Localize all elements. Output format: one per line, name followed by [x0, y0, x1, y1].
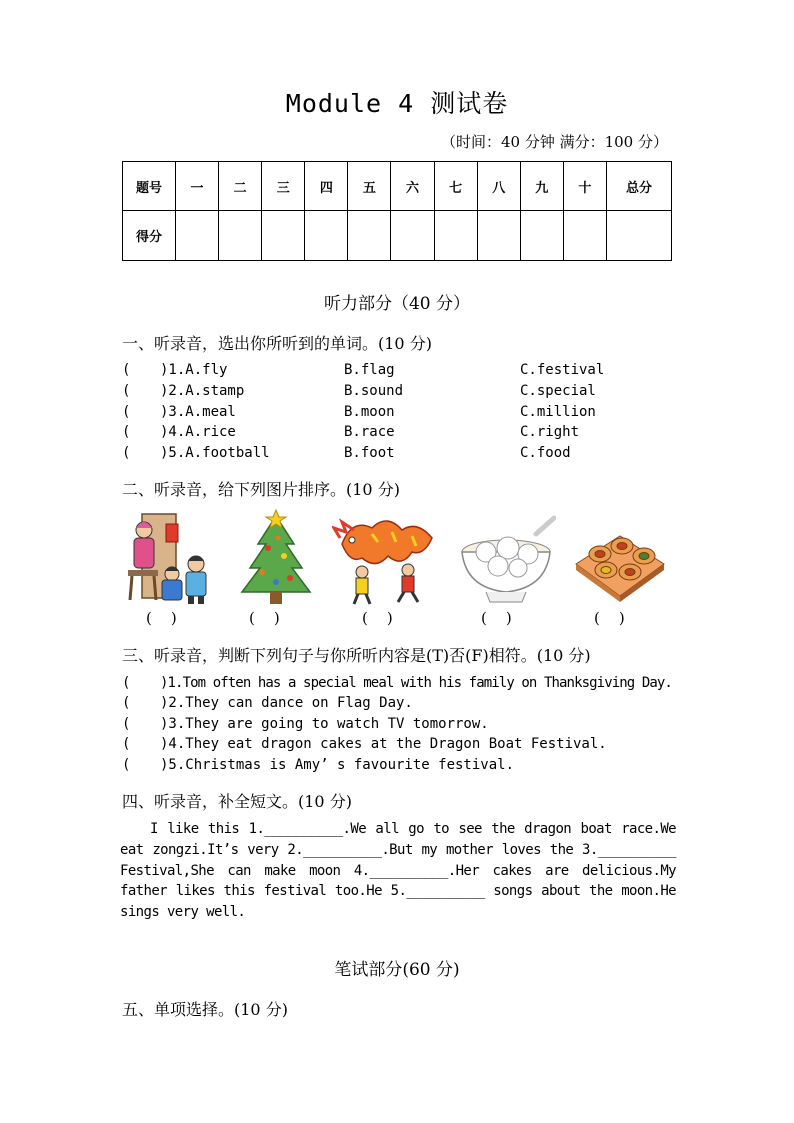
- score-header-cell: 六: [391, 162, 434, 211]
- question-option-a: )1.A.fly: [160, 362, 228, 378]
- score-header-cell: 题号: [123, 162, 176, 211]
- cloze-paragraph: I like this 1.__________.We all go to see the dragon boat race.We eat zongzi.It’s very 2.__________.But my mother loves the 3.__________ Festival,She can make moon 4.__________.Her cakes are delicious.My father likes this festival too.He 5.__________ songs about the moon.He sings very well.: [120, 821, 676, 921]
- section4-heading: 四、听录音，补全短文。(10 分): [122, 792, 352, 811]
- picture-answer-blank[interactable]: ( ): [481, 609, 512, 627]
- score-table: [122, 161, 672, 261]
- answer-paren[interactable]: (: [122, 445, 131, 461]
- question-option-b: B.foot: [344, 445, 395, 461]
- picture-answer-blank[interactable]: ( ): [146, 609, 177, 627]
- score-input-cell[interactable]: [563, 211, 606, 261]
- question-option-c: C.festival: [520, 362, 605, 378]
- score-input-cell[interactable]: [262, 211, 305, 261]
- score-header-cell: 二: [219, 162, 262, 211]
- list-item: [122, 404, 682, 424]
- answer-paren[interactable]: (: [122, 424, 131, 440]
- answer-paren[interactable]: (: [122, 716, 131, 732]
- score-input-cell[interactable]: [391, 211, 434, 261]
- score-header-cell: 四: [305, 162, 348, 211]
- score-input-cell[interactable]: [520, 211, 563, 261]
- score-label-cell: 得分: [123, 211, 176, 261]
- list-item: [122, 445, 682, 465]
- score-header-cell: 八: [477, 162, 520, 211]
- question-option-b: B.flag: [344, 362, 395, 378]
- score-input-cell[interactable]: [348, 211, 391, 261]
- score-input-cell[interactable]: [477, 211, 520, 261]
- score-input-cell[interactable]: [607, 211, 672, 261]
- score-header-cell: 七: [434, 162, 477, 211]
- question-option-a: )4.A.rice: [160, 424, 236, 440]
- christmas-tree-icon: [236, 508, 316, 608]
- question-option-a: )5.A.football: [160, 445, 270, 461]
- statement-text: )4.They eat dragon cakes at the Dragon Boat Festival.: [160, 736, 607, 752]
- score-header-cell: 十: [563, 162, 606, 211]
- section1-heading: 一、听录音，选出你所听到的单词。(10 分): [122, 334, 432, 353]
- score-header-cell: 总分: [607, 162, 672, 211]
- answer-paren[interactable]: (: [122, 757, 131, 773]
- question-option-c: C.special: [520, 383, 596, 399]
- picture-answer-blank[interactable]: ( ): [594, 609, 625, 627]
- statement-text: )5.Christmas is Amy’ s favourite festival.: [160, 757, 515, 773]
- answer-paren[interactable]: (: [122, 404, 131, 420]
- section3-heading: 三、听录音，判断下列句子与你所听内容是(T)否(F)相符。(10 分): [122, 646, 591, 665]
- score-header-cell: 三: [262, 162, 305, 211]
- picture-answer-blank[interactable]: ( ): [362, 609, 393, 627]
- question-option-a: )2.A.stamp: [160, 383, 245, 399]
- page-title: Module 4 测试卷: [285, 89, 509, 118]
- score-input-cell[interactable]: [219, 211, 262, 261]
- picture-row: [120, 508, 680, 608]
- statement-text: )2.They can dance on Flag Day.: [160, 695, 413, 711]
- list-item: [122, 362, 682, 382]
- mooncakes-icon: [572, 508, 668, 608]
- exam-info: （时间：40 分钟 满分：100 分）: [440, 133, 668, 151]
- score-input-cell[interactable]: [305, 211, 348, 261]
- question-option-c: C.right: [520, 424, 580, 440]
- question-option-a: )3.A.meal: [160, 404, 236, 420]
- tangyuan-bowl-icon: [456, 508, 556, 608]
- question-option-c: C.million: [520, 404, 596, 420]
- question-option-b: B.moon: [344, 404, 395, 420]
- question-option-c: C.food: [520, 445, 571, 461]
- picture-answer-blank[interactable]: ( ): [249, 609, 280, 627]
- section2-heading: 二、听录音，给下列图片排序。(10 分): [122, 480, 400, 499]
- list-item: [122, 424, 682, 444]
- people-decorating-icon: [120, 508, 215, 608]
- dragon-dance-icon: [332, 508, 442, 608]
- answer-paren[interactable]: (: [122, 675, 131, 691]
- listening-section-title: 听力部分（40 分）: [323, 294, 471, 314]
- answer-paren[interactable]: (: [122, 362, 131, 378]
- question-option-b: B.race: [344, 424, 395, 440]
- score-table-header-row: [123, 162, 672, 211]
- statement-text: )1.Tom often has a special meal with his family on Thanksgiving Day.: [160, 675, 672, 691]
- score-input-cell[interactable]: [434, 211, 477, 261]
- answer-paren[interactable]: (: [122, 383, 131, 399]
- statement-text: )3.They are going to watch TV tomorrow.: [160, 716, 489, 732]
- section5-heading: 五、单项选择。(10 分): [122, 1000, 288, 1019]
- score-header-cell: 九: [520, 162, 563, 211]
- score-header-cell: 五: [348, 162, 391, 211]
- score-table-score-row: [123, 211, 672, 261]
- score-input-cell[interactable]: [176, 211, 219, 261]
- score-header-cell: 一: [176, 162, 219, 211]
- writing-section-title: 笔试部分(60 分): [334, 960, 460, 980]
- answer-paren[interactable]: (: [122, 736, 131, 752]
- question-option-b: B.sound: [344, 383, 404, 399]
- answer-paren[interactable]: (: [122, 695, 131, 711]
- list-item: [122, 383, 682, 403]
